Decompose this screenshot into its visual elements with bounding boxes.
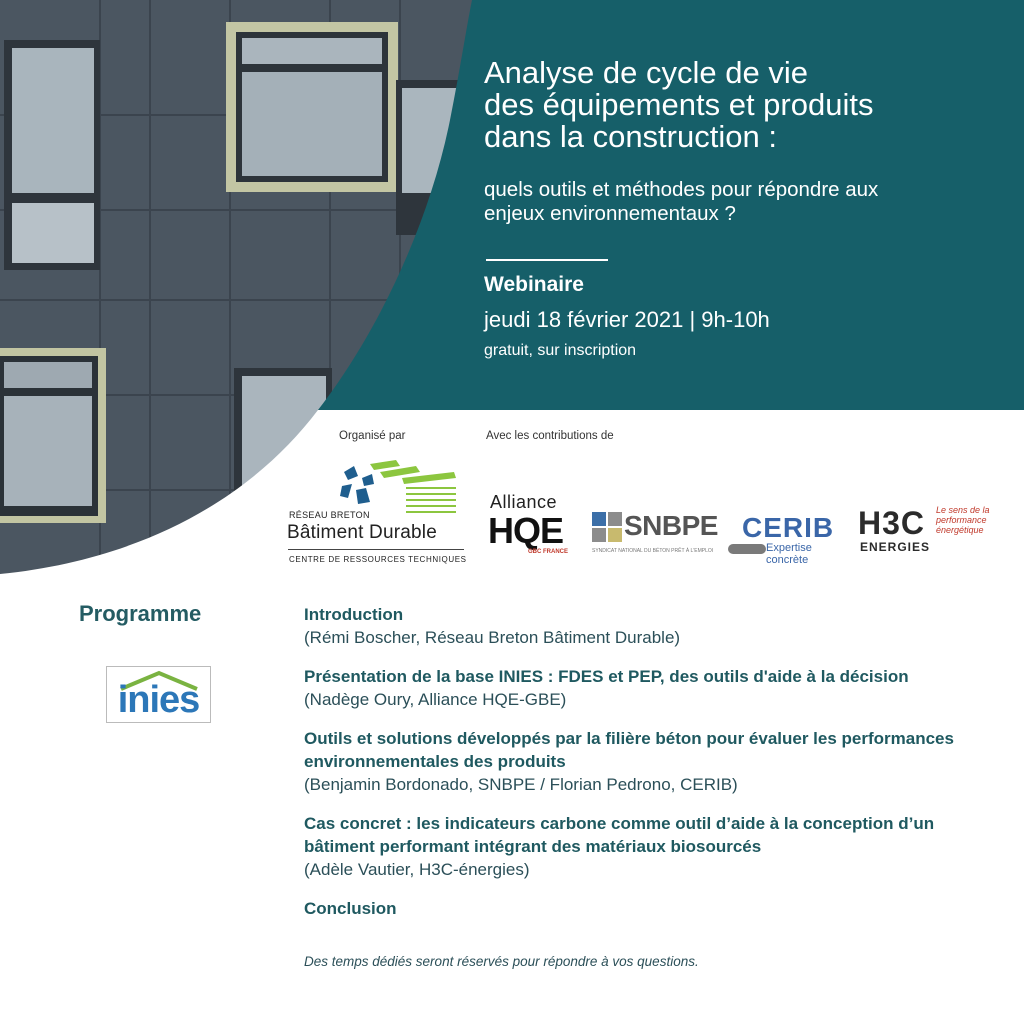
inies-logo (106, 666, 211, 723)
contributions-label: Avec les contributions de (486, 430, 614, 442)
cerib-logo (728, 512, 843, 566)
item-title: Cas concret : les indicateurs carbone comme outil d’aide à la conception d’un bâtiment performant intégrant des matériaux biosourcés (304, 814, 935, 856)
snbpe-name: SNBPE (624, 510, 718, 541)
rbbd-logo (284, 458, 469, 570)
title-line-1: Analyse de cycle de vie (484, 55, 808, 90)
programme-note: Des temps dédiés seront réservés pour répondre à vos questions. (304, 954, 699, 969)
snbpe-mark-icon (592, 512, 622, 544)
subtitle-line-2: enjeux environnementaux ? (484, 202, 736, 225)
rbbd-rule (288, 549, 464, 550)
rbbd-small-text: RÉSEAU BRETON (289, 510, 370, 520)
item-speaker: (Nadège Oury, Alliance HQE-GBE) (304, 690, 567, 709)
cerib-name: CERIB (742, 512, 835, 543)
organised-by-label: Organisé par (339, 430, 406, 442)
event-title (484, 57, 1004, 153)
item-title: Conclusion (304, 899, 397, 918)
inies-text: inies (117, 679, 200, 721)
alliance-hqe-logo (488, 490, 578, 560)
h3c-sub: ENERGIES (860, 540, 931, 554)
event-access: gratuit, sur inscription (484, 342, 637, 359)
programme-title: Programme (79, 601, 202, 626)
hqe-gbc-text: GBC FRANCE (528, 549, 568, 555)
cerib-sub: Expertise concrète (766, 542, 812, 566)
list-item (304, 665, 1004, 711)
subtitle-line-1: quels outils et méthodes pour répondre aux (484, 178, 879, 201)
list-item (304, 812, 1004, 881)
event-date: jeudi 18 février 2021 | 9h-10h (484, 307, 770, 332)
rbbd-main-text: Bâtiment Durable (287, 522, 437, 543)
list-item (304, 603, 1004, 649)
title-line-2: des équipements et produits (484, 87, 874, 122)
h3c-tagline: Le sens de la performance énergétique (936, 505, 990, 535)
title-line-3: dans la construction : (484, 119, 777, 154)
snbpe-logo (592, 510, 722, 560)
programme-list (304, 603, 1004, 936)
hqe-big-text: HQE (488, 510, 564, 551)
cerib-bar-icon (728, 544, 768, 556)
item-title: Présentation de la base INIES : FDES et PEP, des outils d'aide à la décision (304, 667, 909, 686)
item-speaker: (Rémi Boscher, Réseau Breton Bâtiment Durable) (304, 628, 681, 647)
hqe-top-text: Alliance (490, 492, 558, 512)
h3c-logo (858, 505, 1008, 560)
item-title: Outils et solutions développés par la filière béton pour évaluer les performances environnementales des produits (304, 729, 954, 771)
item-speaker: (Benjamin Bordonado, SNBPE / Florian Pedrono, CERIB) (304, 775, 738, 794)
list-item (304, 727, 1004, 796)
rbbd-sub-text: CENTRE DE RESSOURCES TECHNIQUES (289, 555, 467, 564)
list-item (304, 897, 1004, 920)
event-type: Webinaire (484, 273, 584, 296)
title-divider (486, 259, 608, 261)
snbpe-sub: SYNDICAT NATIONAL DU BÉTON PRÊT À L'EMPLOI (592, 548, 714, 554)
h3c-name: H3C (858, 505, 926, 541)
item-speaker: (Adèle Vautier, H3C-énergies) (304, 860, 530, 879)
item-title: Introduction (304, 605, 404, 624)
event-subtitle (484, 178, 1014, 226)
